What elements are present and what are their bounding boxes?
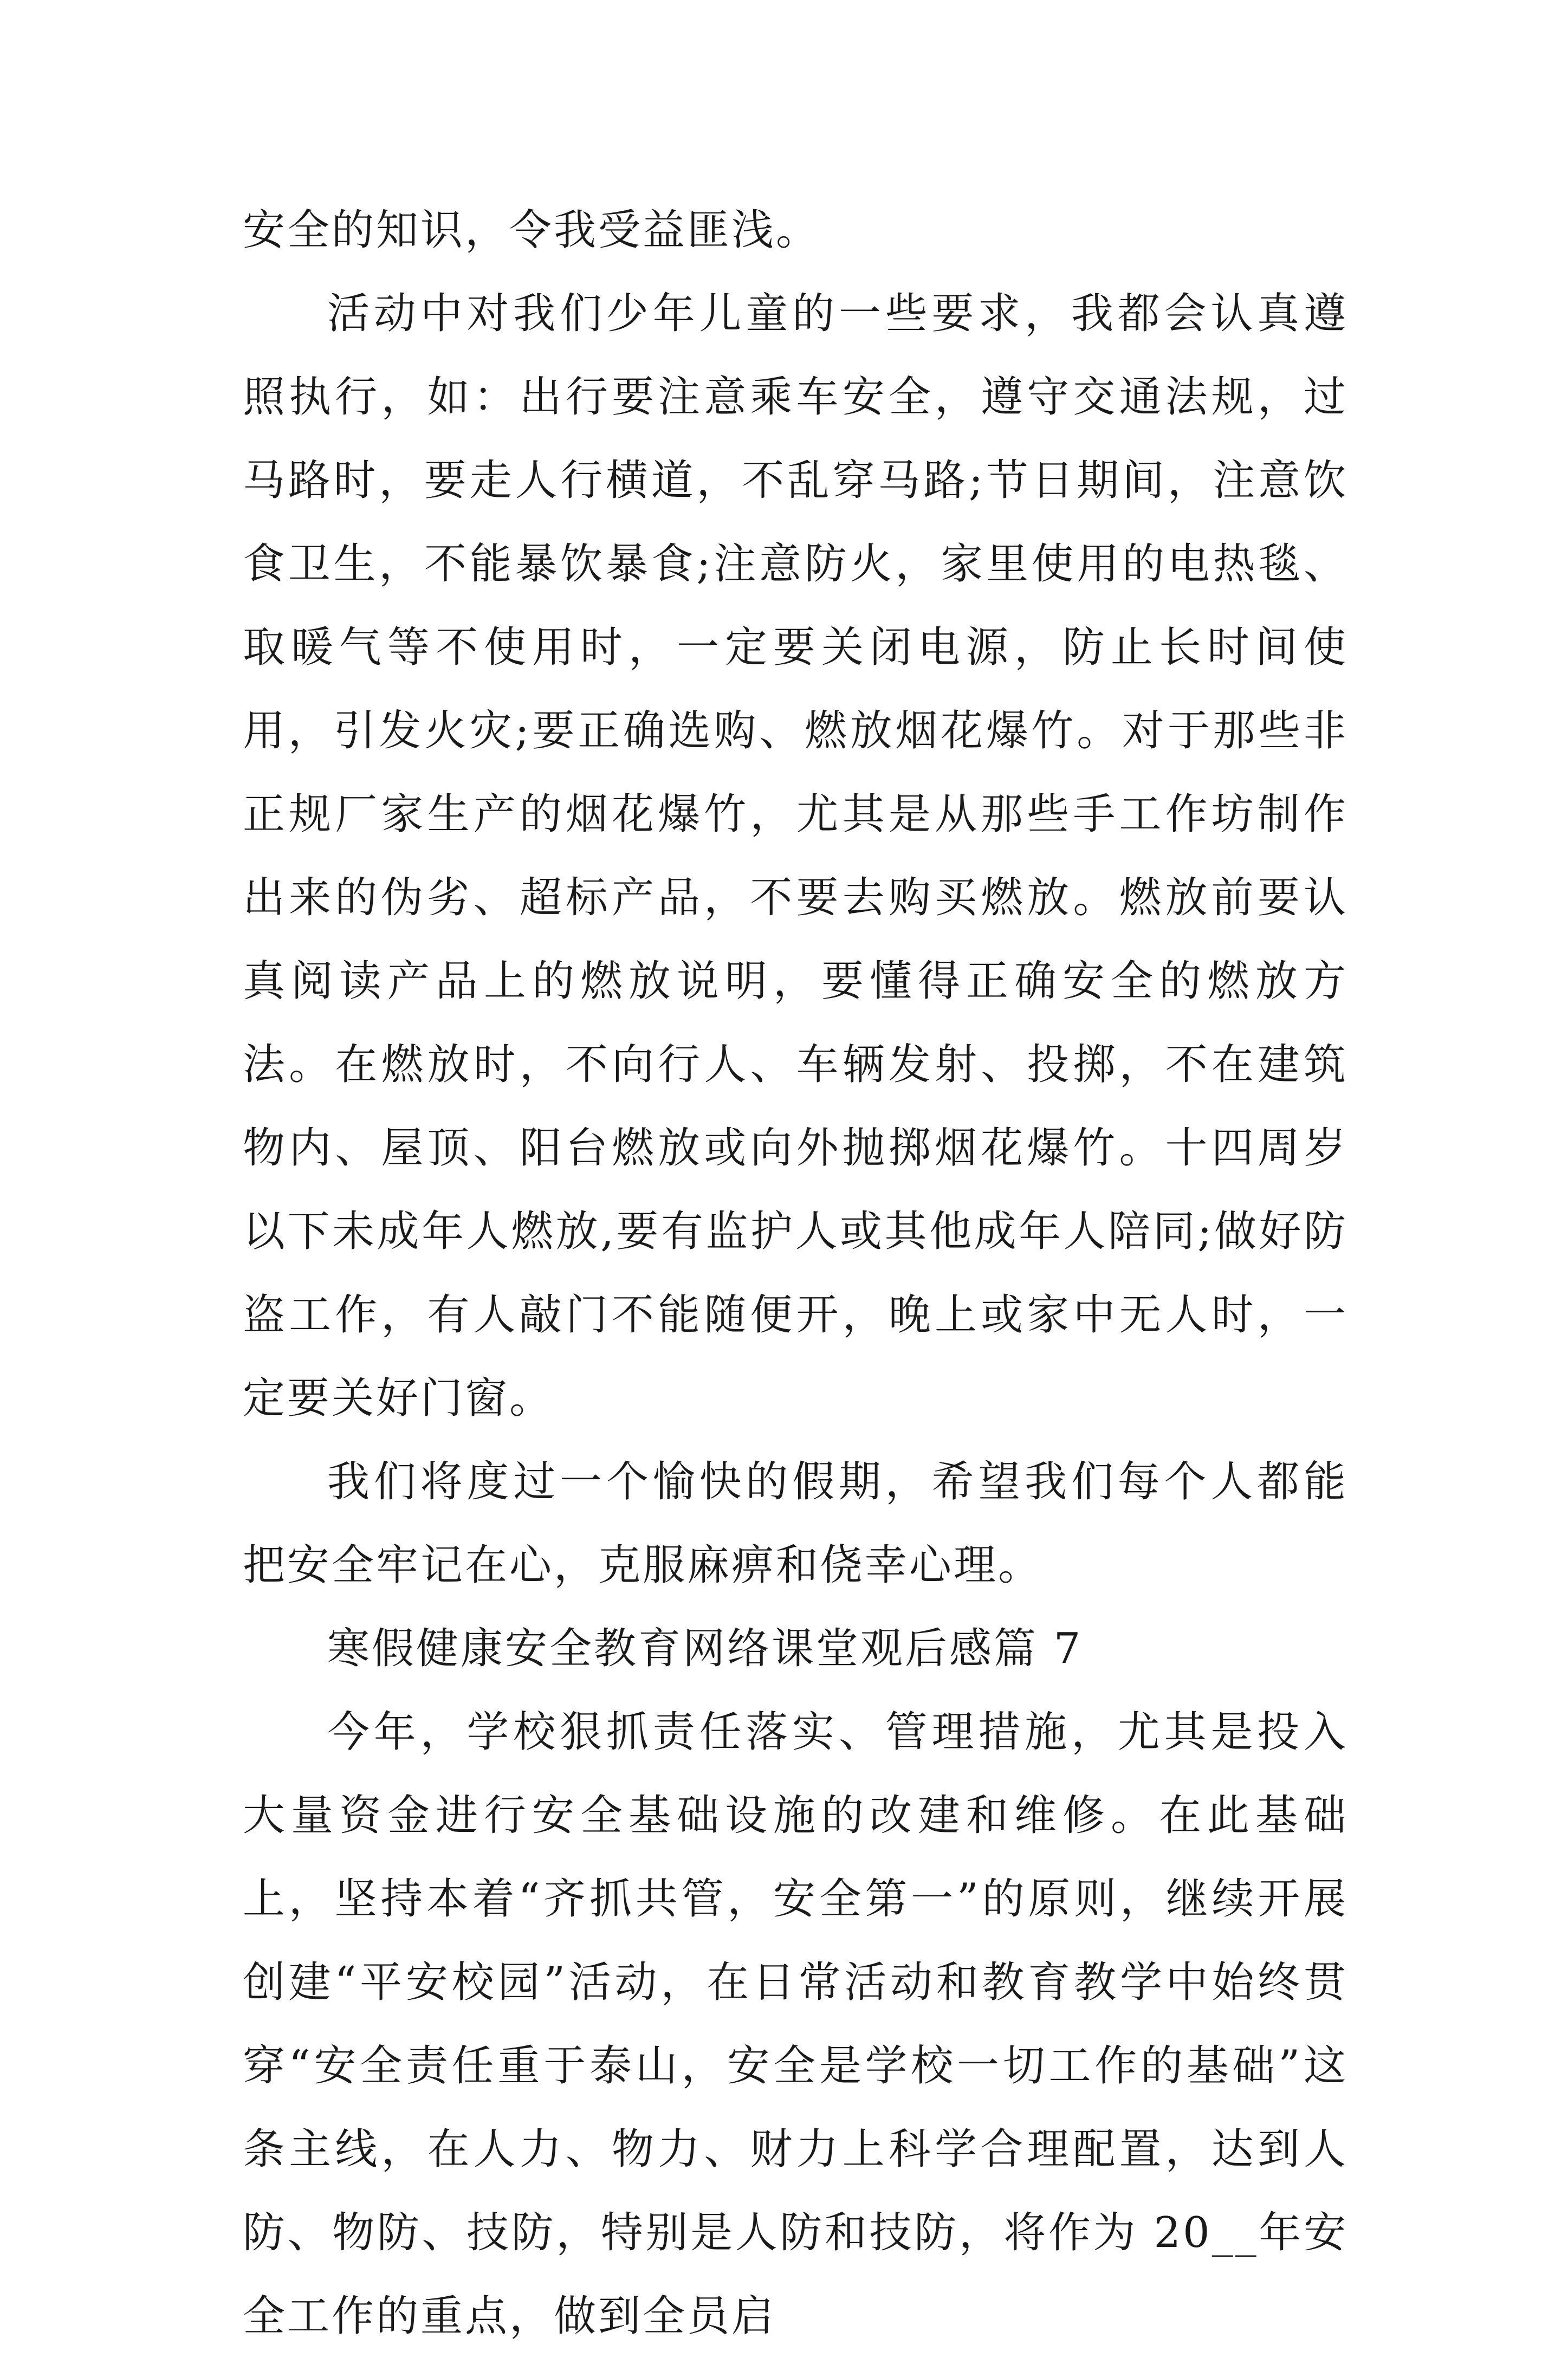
paragraph-school-safety: 今年，学校狠抓责任落实、管理措施，尤其是投入大量资金进行安全基础设施的改建和维修。在此基础上，坚持本着“齐抓共管，安全第一”的原则，继续开展创建“平安校园”活动，在日常活动和教育教学中始终贯穿“安全责任重于泰山，安全是学校一切工作的基础”这条主线，在人力、物力、财力上科学合理配置，达到人防、物防、技防，特别是人防和技防，将作为 20__年安全工作的重点，做到全员启: [243, 1708, 1348, 2341]
section-heading: 寒假健康安全教育网络课堂观后感篇 7: [327, 1624, 1083, 1673]
paragraph-safety-requirements: 活动中对我们少年儿童的一些要求，我都会认真遵照执行，如：出行要注意乘车安全，遵守交通法规，过马路时，要走人行横道，不乱穿马路;节日期间，注意饮食卫生，不能暴饮暴食;注意防火，家里使用的电热毯、取暖气等不使用时，一定要关闭电源，防止长时间使用，引发火灾;要正确选购、燃放烟花爆竹。对于那些非正规厂家生产的烟花爆竹，尤其是从那些手工作坊制作出来的伪劣、超标产品，不要去购买燃放。燃放前要认真阅读产品上的燃放说明，要懂得正确安全的燃放方法。在燃放时，不向行人、车辆发射、投掷，不在建筑物内、屋顶、阳台燃放或向外抛掷烟花爆竹。十四周岁以下未成年人燃放,要有监护人或其他成年人陪同;做好防盗工作，有人敲门不能随便开，晚上或家中无人时，一定要关好门窗。: [243, 289, 1348, 1423]
document-body: [243, 189, 1348, 2358]
paragraph-continuation: 安全的知识，令我受益匪浅。: [243, 206, 821, 255]
paragraph-holiday-wish: 我们将度过一个愉快的假期，希望我们每个人都能把安全牢记在心，克服麻痹和侥幸心理。: [243, 1457, 1348, 1590]
